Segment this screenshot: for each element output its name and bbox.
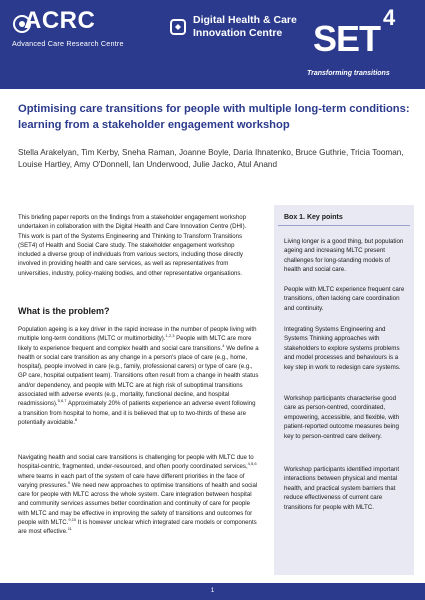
citation: 1,2,3 <box>165 333 175 339</box>
para1-text-b: People with MLTC are more likely to experience frequent and complex health and social care transitions. <box>18 335 252 352</box>
acrc-subtitle: Advanced Care Research Centre <box>12 39 124 48</box>
page-number: 1 <box>210 587 215 594</box>
document-title: Optimising care transitions for people with multiple long-term conditions: learning from a stakeholder engagement workshop <box>18 103 410 131</box>
section-heading: What is the problem? <box>18 306 110 316</box>
set4-logo-text: SET <box>313 18 381 59</box>
para2-text-b: where teams in each part of the system of care have different priorities in the face of varying pressures. <box>18 472 245 489</box>
set4-logo-superscript: 4 <box>383 5 396 30</box>
para2-text-c: We need new approaches to optimise transitions of health and social care for people with MLTC across the whole system. Care integration between hospital and community services assumes better coordination and continuity of care for people with MLTC and may be effective in improving the safety of transitions and outcomes for people with MLTC. <box>18 481 258 527</box>
para2-text-d: It is however unclear which integrated care models or components are most effective. <box>18 519 257 536</box>
set4-tagline: Transforming transitions <box>307 70 390 77</box>
key-points-divider <box>278 225 410 226</box>
problem-paragraph-2 <box>18 453 260 537</box>
key-point-item: Integrating Systems Engineering and Systems Thinking approaches with stakeholders to explore systems problems and model processes and behaviours is a key step in work to redesign care systems. <box>284 326 401 371</box>
citation: 5,6,7 <box>57 398 67 404</box>
citation: 4,5,6 <box>247 461 257 467</box>
para1-text-c: We define a health or social care transition as any change in a person's place of care (e.g., home, hospital), people involved in care (e.g., family, professional carers) or type of care (e.g., GP care, hospital outpatient team). Transitions often result from a change in health status and/or dependency, and people with MLTC are at high risk of suboptimal transitions associated with adverse events (e.g., mortality, functional decline, and hospital readmissions). <box>18 344 259 408</box>
para2-text-a: Navigating health and social care transitions is challenging for people with MLTC due to hospital-centric, fragmented, under-resourced, and often poorly coordinated services, <box>18 454 254 471</box>
key-point-item: Workshop participants identified important interactions between physical and mental health, and practical system barriers that reduce effectiveness of current care transitions for people with MLTC. <box>284 466 400 511</box>
citation: 11 <box>67 526 72 532</box>
dhi-title-line1: Digital Health & Care <box>193 14 297 26</box>
key-point-item: People with MLTC experience frequent care transitions, often lacking care coordination and continuity. <box>284 286 405 312</box>
intro-paragraph: This briefing paper reports on the findings from a stakeholder engagement workshop undertaken in collaboration with the Digital Health and Care Innovation Centre (DHI). This work is part of the Systems Engineering and Thinking to Transform Transitions (SET4) of Health and Social Care study. The stakeholder engagement workshop included a diverse group of individuals from various sectors, including those directly involved in providing health and care services, as well as representatives from universities, industry, policy-making bodies, and other representative organisations. <box>18 214 247 277</box>
para1-text-a: Population ageing is a key driver in the rapid increase in the number of people living with multiple long-term conditions (MLTC or multimorbidity). <box>18 326 257 343</box>
problem-paragraph-1 <box>18 325 260 427</box>
citation: 8 <box>74 416 78 422</box>
dhi-title-line2: Innovation Centre <box>193 27 283 39</box>
citation: 9,10 <box>68 517 77 523</box>
key-point-item: Living longer is a good thing, but population ageing and increasing MLTC present challenges for long-standing models of health and social care. <box>284 238 404 274</box>
key-points-title: Box 1. Key points <box>284 214 343 221</box>
acrc-logo-text: ACRC <box>24 7 96 34</box>
key-point-item: Workshop participants characterise good care as person-centred, coordinated, empowering, accessible, and flexible, with patient-reported outcome measures being key to person-centred care delivery. <box>284 395 400 440</box>
author-list: Stella Arakelyan, Tim Kerby, Sneha Raman, Joanne Boyle, Daria Ihnatenko, Bruce Guthrie, Tricia Tooman, Louise Hartley, Amy O'Donnell, Ian Underwood, Julie Jacko, Atul Anand <box>18 148 404 169</box>
citation: 4 <box>222 342 225 348</box>
citation: 9 <box>67 479 71 485</box>
dhi-logo-icon <box>169 18 187 36</box>
para1-text-d: Approximately 20% of patients experience an adverse event following a transition from hospital to home, and it is believed that up to two-thirds of these are potentially avoidable. <box>18 400 256 426</box>
